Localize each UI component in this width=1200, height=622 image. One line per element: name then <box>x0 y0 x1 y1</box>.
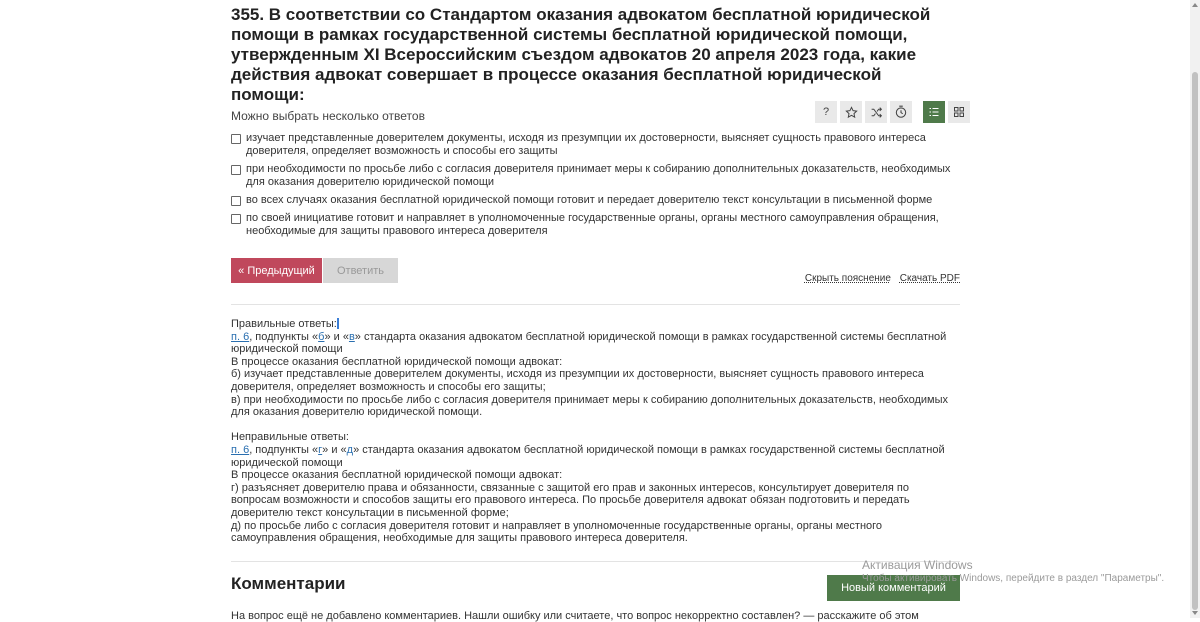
answer-checkbox[interactable] <box>231 214 241 224</box>
answer-option[interactable] <box>231 132 956 158</box>
subpoint-link[interactable]: г <box>318 443 323 456</box>
explanation-item: в) при необходимости по просьбе либо с согласия доверителя принимает меры к собиранию дополнительных доказательств, необходимых для оказания доверителю юридической помощи. <box>231 393 948 419</box>
answer-option-text: по своей инициативе готовит и направляет в уполномоченные государственные органы, органы местного самоуправления обращения, необходимые для защиты правового интереса доверителя <box>246 212 939 237</box>
divider <box>231 304 960 305</box>
list-view-button[interactable] <box>923 101 945 123</box>
reference-link[interactable]: п. 6 <box>231 330 250 343</box>
answer-option-text: при необходимости по просьбе либо с согласия доверителя принимает меры к собиранию дополнительных доказательств, необходимых для оказания доверителю юридической помощи <box>246 163 951 188</box>
answer-option-text: изучает представленные доверителем документы, исходя из презумпции их достоверности, выясняет сущность правового интереса доверителя, определяет возможность и способы его защиты <box>246 132 926 157</box>
timer-icon <box>894 105 908 119</box>
answer-option[interactable] <box>231 212 956 238</box>
explanation-item: д) по просьбе либо с согласия доверителя готовит и направляет в уполномоченные государственные органы, органы местного самоуправления обращения, необходимые для защиты правового интереса доверителя. <box>231 519 883 545</box>
scrollbar-thumb[interactable] <box>1192 72 1198 610</box>
explanation-intro: В процессе оказания бесплатной юридической помощи адвокат: <box>231 469 563 482</box>
windows-activation-watermark <box>862 558 1164 586</box>
question-title: 355. В соответствии со Стандартом оказания адвокатом бесплатной юридической помощи в рамках государственной системы бесплатной юридической помощи, утвержденным XI Всероссийским съездом адвокатов 20 апреля 2023 года, какие действия адвокат совершает в процессе оказания бесплатной юридической помощи: <box>231 5 931 104</box>
new-comment-button[interactable]: Новый комментарий <box>827 575 960 601</box>
help-icon: ? <box>822 106 830 118</box>
grid-view-icon <box>953 106 965 118</box>
answer-option[interactable] <box>231 163 956 189</box>
incorrect-answers-heading: Неправильные ответы: <box>231 431 349 444</box>
help-button[interactable] <box>815 101 837 123</box>
download-pdf-link[interactable]: Скачать PDF <box>899 273 960 284</box>
multiple-choice-hint: Можно выбрать несколько ответов <box>231 109 425 123</box>
answer-checkbox[interactable] <box>231 165 241 175</box>
previous-question-button[interactable]: « Предыдущий <box>231 258 322 283</box>
shuffle-icon <box>870 106 883 119</box>
subpoint-link[interactable]: в <box>348 330 355 343</box>
explanation <box>231 318 960 545</box>
grid-view-button[interactable] <box>948 101 970 123</box>
no-comments-text: На вопрос ещё не добавлено комментариев. Нашли ошибку или считаете, что вопрос некорректно составлен? — расскажите об этом <box>231 610 919 622</box>
question-toolbar <box>815 101 973 123</box>
answer-button[interactable]: Ответить <box>323 258 398 283</box>
star-icon <box>845 106 858 119</box>
comments-title: Комментарии <box>231 574 346 593</box>
scroll-down-icon[interactable] <box>1192 611 1198 615</box>
answer-checkbox[interactable] <box>231 196 241 206</box>
answer-checkbox[interactable] <box>231 134 241 144</box>
hide-explanation-link[interactable]: Скрыть пояснение <box>804 273 891 284</box>
explanation-intro: В процессе оказания бесплатной юридической помощи адвокат: <box>231 355 563 368</box>
correct-answers-heading: Правильные ответы: <box>231 318 337 330</box>
answer-option-text: во всех случаях оказания бесплатной юридической помощи готовит и передает доверителю текст консультации в письменной форме <box>246 194 933 206</box>
favorite-button[interactable] <box>840 101 862 123</box>
scroll-up-icon[interactable] <box>1192 3 1198 7</box>
subpoint-link[interactable]: б <box>318 330 325 343</box>
page-scrollbar[interactable] <box>1190 0 1200 618</box>
incorrect-answers-reference: п. 6, подпункты «г» и «д» стандарта оказания адвокатом бесплатной юридической помощи в рамках государственной системы бесплатной юридической помощи <box>231 443 945 469</box>
timer-button[interactable] <box>890 101 912 123</box>
watermark-text: Чтобы активировать Windows, перейдите в раздел "Параметры". <box>862 573 1165 584</box>
correct-answers-reference: п. 6, подпункты «б» и «в» стандарта оказания адвокатом бесплатной юридической помощи в рамках государственной системы бесплатной юридической помощи <box>231 330 947 356</box>
list-view-icon <box>928 106 940 118</box>
watermark-title: Активация Windows <box>862 558 973 572</box>
divider <box>231 561 960 562</box>
explanation-item: б) изучает представленные доверителем документы, исходя из презумпции их достоверности, выясняет сущность правового интереса доверителя, определяет возможность и способы его защиты; <box>231 368 924 393</box>
shuffle-button[interactable] <box>865 101 887 123</box>
explanation-links <box>799 273 960 284</box>
subpoint-link[interactable]: д <box>346 443 354 456</box>
explanation-item: г) разъясняет доверителю права и обязанности, связанные с защитой его прав и законных интересов, консультирует доверителя по вопросам возможности и способов защиты его правового интереса. По просьбе доверителя адвокат обязан подготовить и передать доверителю текст консультации в письменной форме; <box>231 481 910 519</box>
answer-option[interactable] <box>231 194 956 207</box>
reference-link[interactable]: п. 6 <box>231 443 250 456</box>
